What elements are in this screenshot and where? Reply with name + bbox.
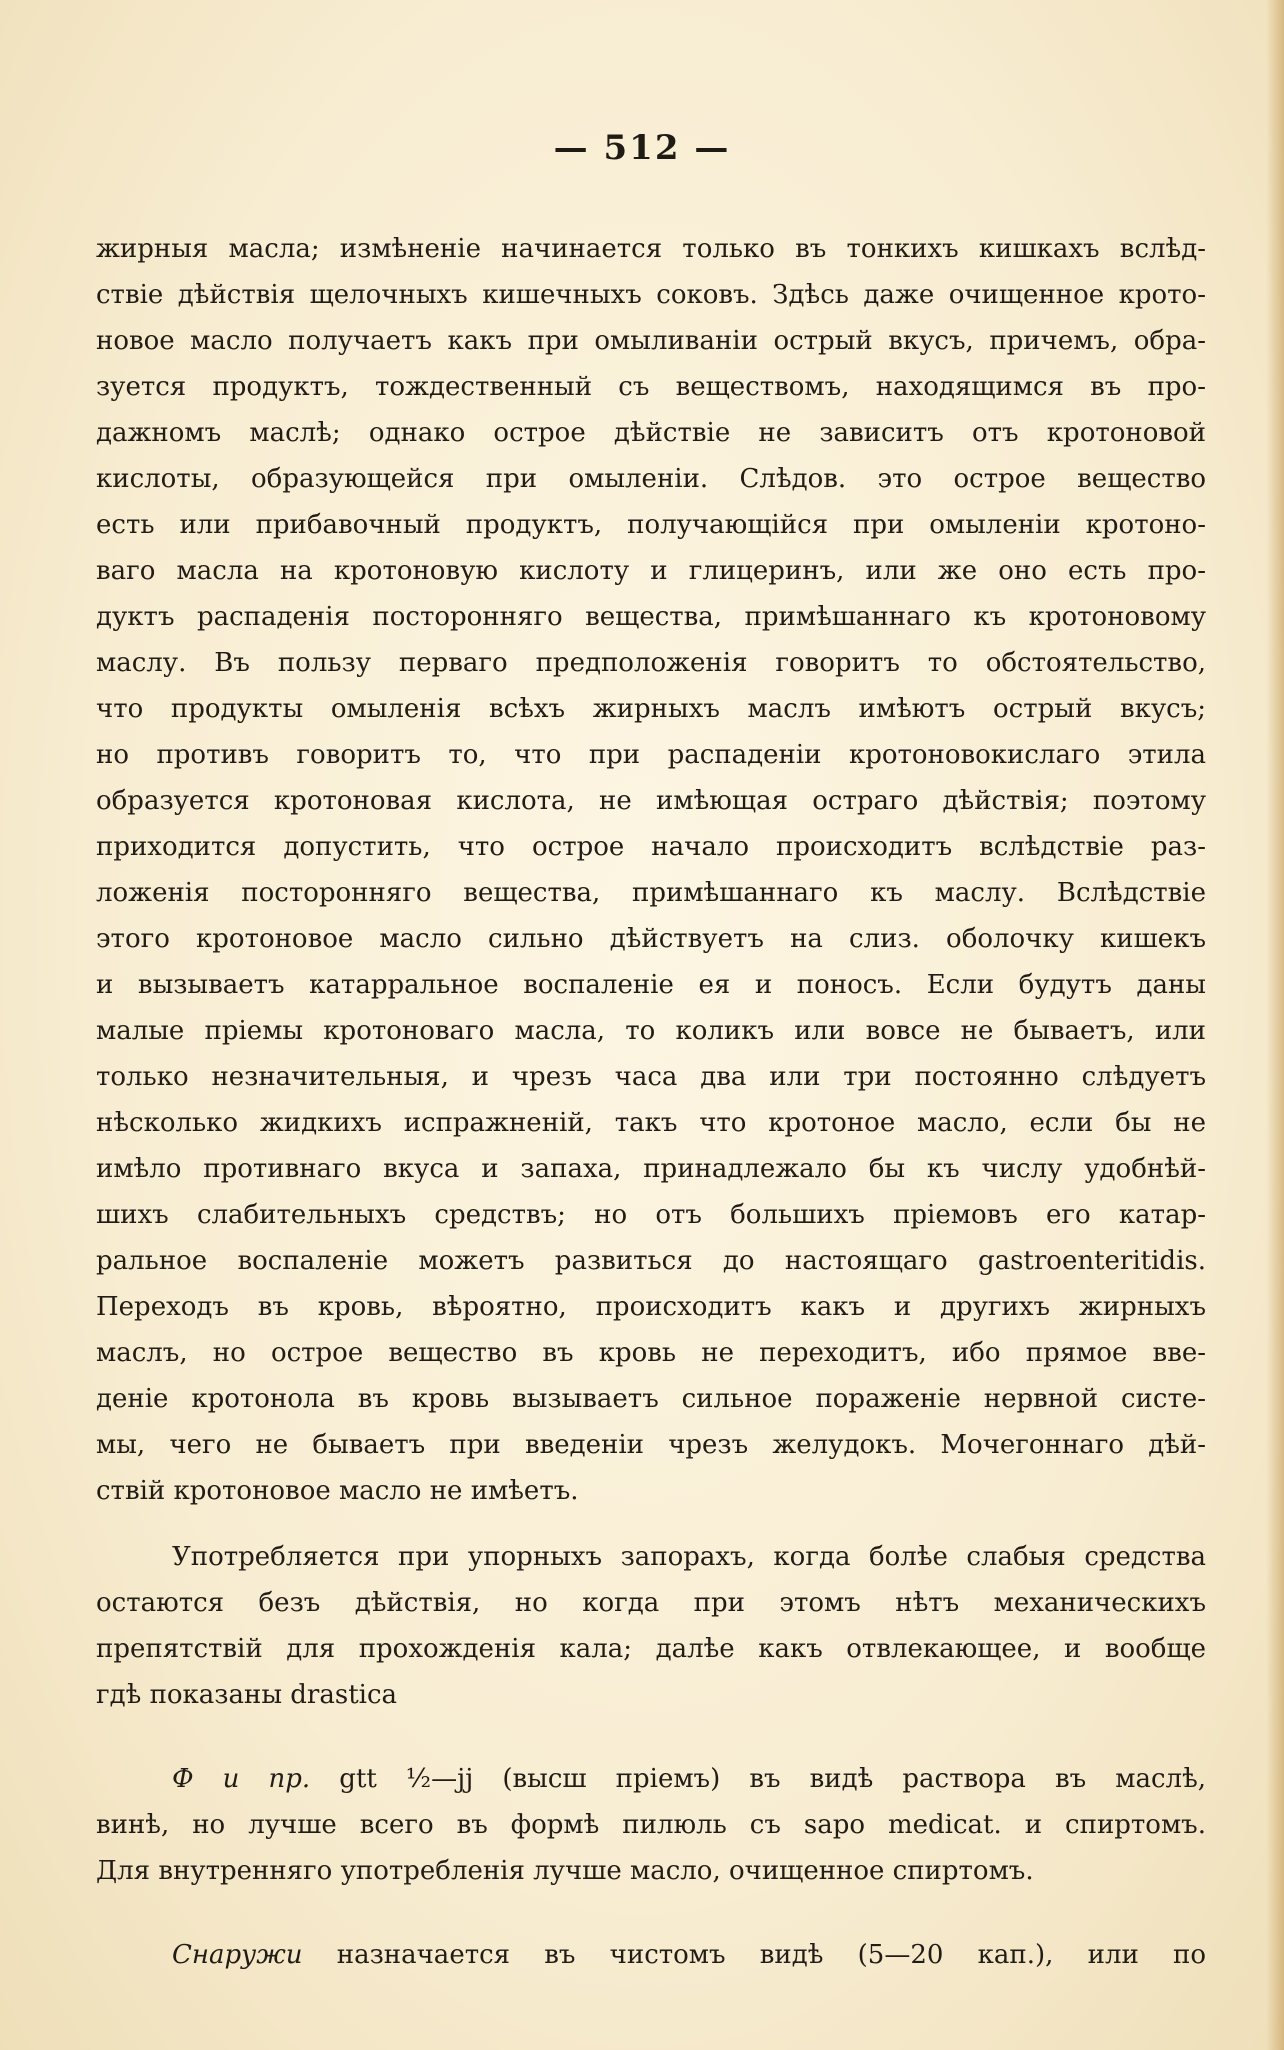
text-line: образуется кротоновая кислота, не имѣющая остраго дѣйствія; поэтому: [96, 786, 1206, 816]
text-line: этого кротоновое масло сильно дѣйствуетъ на слиз. оболочку кишекъ: [96, 924, 1206, 954]
text-line: остаются безъ дѣйствія, но когда при этомъ нѣтъ механическихъ: [96, 1588, 1206, 1618]
page-edge-shadow: [1266, 0, 1284, 2050]
paragraph-3: [96, 1756, 1206, 1894]
text-line: мы, чего не бываетъ при введеніи чрезъ желудокъ. Мочегоннаго дѣй-: [96, 1430, 1206, 1460]
text-line: приходится допустить, что острое начало происходитъ вслѣдствіе раз-: [96, 832, 1206, 862]
text-line: малые пріемы кротоноваго масла, то коликъ или вовсе не бываетъ, или: [96, 1016, 1206, 1046]
text-line: шихъ слабительныхъ средствъ; но отъ большихъ пріемовъ его катар-: [96, 1200, 1206, 1230]
text-line: кислоты, образующейся при омыленіи. Слѣдов. это острое вещество: [96, 464, 1206, 494]
text-line: [96, 1756, 1206, 1802]
text-line: нѣсколько жидкихъ испражненій, такъ что кротоное масло, если бы не: [96, 1108, 1206, 1138]
text-line: Для внутренняго употребленія лучше масло, очищенное спиртомъ.: [96, 1856, 1034, 1886]
text-line: Употребляется при упорныхъ запорахъ, когда болѣе слабыя средства: [172, 1542, 1206, 1572]
paragraph-gap: [96, 1514, 1206, 1534]
external-use-label: Снаружи: [172, 1940, 303, 1970]
text-line-rest: назначается въ чистомъ видѣ (5—20 кап.), или по: [336, 1940, 1206, 1970]
text-line-rest: gtt ½—jj (высш пріемъ) въ видѣ раствора въ маслѣ,: [339, 1764, 1206, 1794]
text-line: ствій кротоновое масло не имѣетъ.: [96, 1476, 579, 1506]
text-line: только незначительныя, и чрезъ часа два или три постоянно слѣдуетъ: [96, 1062, 1206, 1092]
paragraph-4: [96, 1932, 1206, 1978]
paragraph-2: [96, 1534, 1206, 1718]
paragraph-gap: [96, 1718, 1206, 1756]
text-line: и вызываетъ катарральное воспаленіе ея и поносъ. Если будутъ даны: [96, 970, 1206, 1000]
text-line: имѣло противнаго вкуса и запаха, принадлежало бы къ числу удобнѣй-: [96, 1154, 1206, 1184]
text-line: препятствій для прохожденія кала; далѣе какъ отвлекающее, и вообще: [96, 1634, 1206, 1664]
text-line: ральное воспаленіе можетъ развиться до настоящаго gastroenteritidis.: [96, 1246, 1206, 1276]
text-line: дажномъ маслѣ; однако острое дѣйствіе не зависитъ отъ кротоновой: [96, 418, 1206, 448]
text-line: деніе кротонола въ кровь вызываетъ сильное пораженіе нервной систе-: [96, 1384, 1206, 1414]
text-line: маслу. Въ пользу перваго предположенія говоритъ то обстоятельство,: [96, 648, 1206, 678]
paragraph-1: [96, 226, 1206, 1514]
text-line: ствіе дѣйствія щелочныхъ кишечныхъ соковъ. Здѣсь даже очищенное крото-: [96, 280, 1206, 310]
text-line: винѣ, но лучше всего въ формѣ пилюль съ sapo medicat. и спиртомъ.: [96, 1810, 1206, 1840]
text-line: новое масло получаетъ какъ при омыливаніи острый вкусъ, причемъ, обра-: [96, 326, 1206, 356]
text-line: [96, 1932, 1206, 1978]
text-line: гдѣ показаны drastica: [96, 1680, 398, 1710]
text-line: жирныя масла; измѣненіе начинается только въ тонкихъ кишкахъ вслѣд-: [96, 234, 1206, 264]
text-line: есть или прибавочный продуктъ, получающійся при омыленіи кротоно-: [96, 510, 1206, 540]
text-line: ваго масла на кротоновую кислоту и глицеринъ, или же оно есть про-: [96, 556, 1206, 586]
text-line: что продукты омыленія всѣхъ жирныхъ маслъ имѣютъ острый вкусъ;: [96, 694, 1206, 724]
page-number: — 512 —: [553, 128, 731, 168]
text-line: зуется продуктъ, тождественный съ веществомъ, находящимся въ про-: [96, 372, 1206, 402]
page-text: [96, 226, 1206, 1978]
text-line: Переходъ въ кровь, вѣроятно, происходитъ какъ и другихъ жирныхъ: [96, 1292, 1206, 1322]
text-line: маслъ, но острое вещество въ кровь не переходитъ, ибо прямое вве-: [96, 1338, 1206, 1368]
text-line: ложенія посторонняго вещества, примѣшаннаго къ маслу. Вслѣдствіе: [96, 878, 1206, 908]
paragraph-gap: [96, 1894, 1206, 1932]
prescription-label: Ф и пр.: [172, 1764, 311, 1794]
text-line: но противъ говоритъ то, что при распаденіи кротоновокислаго этила: [96, 740, 1206, 770]
text-line: дуктъ распаденія посторонняго вещества, примѣшаннаго къ кротоновому: [96, 602, 1206, 632]
